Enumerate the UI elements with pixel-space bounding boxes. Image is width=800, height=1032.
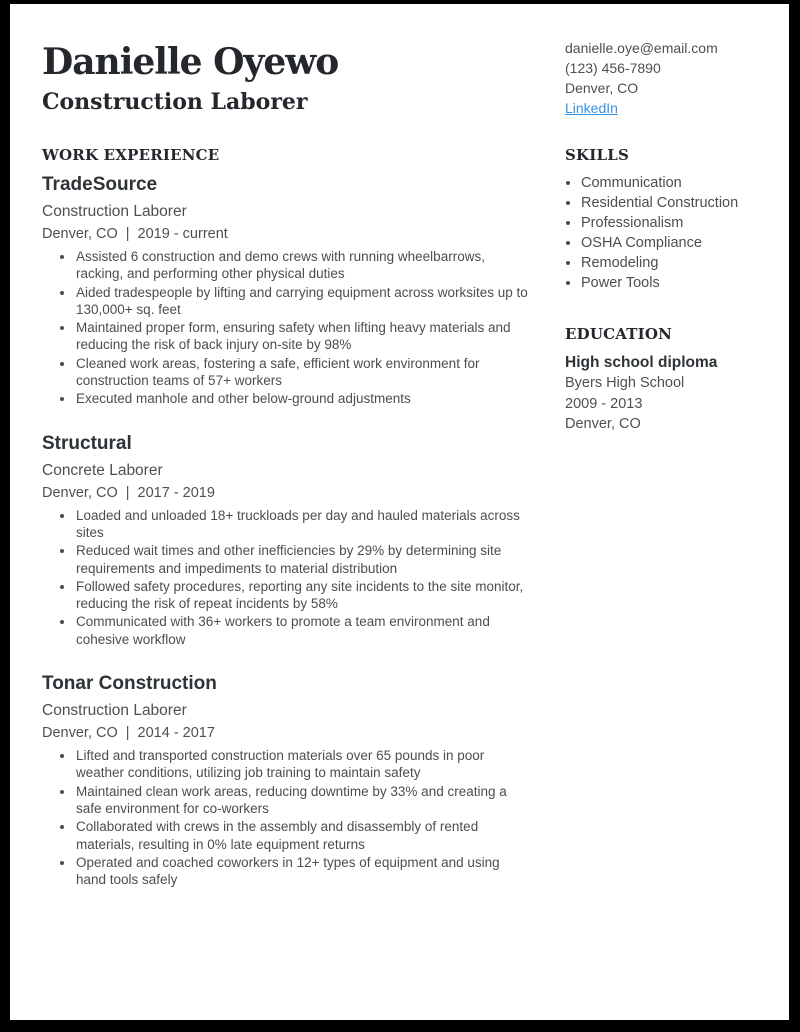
bullet-item: • Assisted 6 construction and demo crews with running wheelbarrows, racking, and performing other physical duties (75, 248, 532, 283)
job-role: Concrete Laborer (42, 461, 163, 479)
bullet-item: • Communicated with 36+ workers to promote a team environment and cohesive workflow (75, 613, 532, 648)
job-role: Construction Laborer (42, 203, 187, 220)
bullet-item: • Followed safety procedures, reporting any site incidents to the site monitor, reducing the risk of repeat incidents by 58% (75, 578, 532, 613)
bullet-item: • Aided tradespeople by lifting and carrying equipment across worksites up to 130,000+ sq. feet (75, 284, 532, 319)
job-bullet-list (42, 747, 532, 888)
skill-item: • Remodeling (581, 253, 755, 273)
job-meta (42, 226, 532, 242)
job-meta (42, 725, 532, 741)
contact-block (565, 38, 755, 118)
job-role: Construction Laborer (42, 702, 187, 720)
company-name: TradeSource (42, 174, 158, 195)
job-bullet-list (42, 507, 532, 648)
job-entry-structural (42, 433, 532, 648)
identity-block (42, 36, 532, 118)
job-location: Denver, CO (42, 484, 118, 501)
job-location: Denver, CO (42, 226, 118, 242)
contact-email: danielle.oye@email.com (565, 40, 718, 56)
skills-list (565, 173, 755, 293)
sidebar-column (565, 146, 755, 889)
skill-item: • Communication (581, 173, 755, 193)
bullet-item: • Maintained clean work areas, reducing downtime by 33% and creating a safe environment for co-workers (75, 783, 532, 818)
bullet-item: • Operated and coached coworkers in 12+ types of equipment and using hand tools safely (75, 854, 532, 889)
job-entry-tonar (42, 673, 532, 888)
company-name: Structural (42, 432, 132, 454)
candidate-job-title: Construction Laborer (42, 89, 308, 115)
bullet-item: • Cleaned work areas, fostering a safe, efficient work environment for construction teams of 57+ workers (75, 355, 532, 390)
bullet-item: • Collaborated with crews in the assembly and disassembly of rented materials, resulting in 0% late equipment returns (75, 818, 532, 853)
company-name: Tonar Construction (42, 673, 217, 695)
education-heading: EDUCATION (565, 325, 673, 343)
job-entry-tradesource (42, 174, 532, 408)
skill-item: • Power Tools (581, 273, 755, 293)
bullet-item: • Maintained proper form, ensuring safety when lifting heavy materials and reducing the risk of back injury on-site by 98% (75, 319, 532, 354)
skills-heading: SKILLS (565, 146, 630, 164)
education-dates: 2009 - 2013 (565, 395, 643, 412)
skill-item: • Professionalism (581, 213, 755, 233)
work-experience-heading: WORK EXPERIENCE (42, 146, 220, 164)
bullet-item: • Lifted and transported construction materials over 65 pounds in poor weather conditions, utilizing job training to maintain safety (75, 747, 532, 782)
contact-phone: (123) 456-7890 (565, 60, 661, 76)
job-location: Denver, CO (42, 725, 118, 742)
job-meta (42, 485, 532, 501)
candidate-name: Danielle Oyewo (42, 41, 339, 83)
education-degree: High school diploma (565, 354, 718, 371)
job-bullet-list (42, 248, 532, 408)
job-dates: 2017 - 2019 (137, 484, 215, 501)
resume-page (10, 4, 789, 1020)
bullet-item: • Reduced wait times and other inefficiencies by 29% by determining site requirements and impediments to material distribution (75, 542, 532, 577)
skill-item: • OSHA Compliance (581, 233, 755, 253)
meta-separator: | (125, 484, 130, 501)
meta-separator: | (125, 226, 130, 242)
job-dates: 2014 - 2017 (137, 725, 215, 742)
job-dates: 2019 - current (137, 226, 228, 242)
contact-location: Denver, CO (565, 80, 639, 96)
education-school: Byers High School (565, 375, 685, 391)
work-experience-section (42, 146, 532, 889)
linkedin-link[interactable]: LinkedIn (565, 100, 618, 116)
bullet-item: • Loaded and unloaded 18+ truckloads per day and hauled materials across sites (75, 507, 532, 542)
bullet-item: • Executed manhole and other below-ground adjustments (75, 390, 532, 407)
education-location: Denver, CO (565, 416, 641, 432)
resume-layout (42, 36, 755, 889)
meta-separator: | (125, 725, 130, 742)
skill-item: • Residential Construction (581, 193, 755, 213)
